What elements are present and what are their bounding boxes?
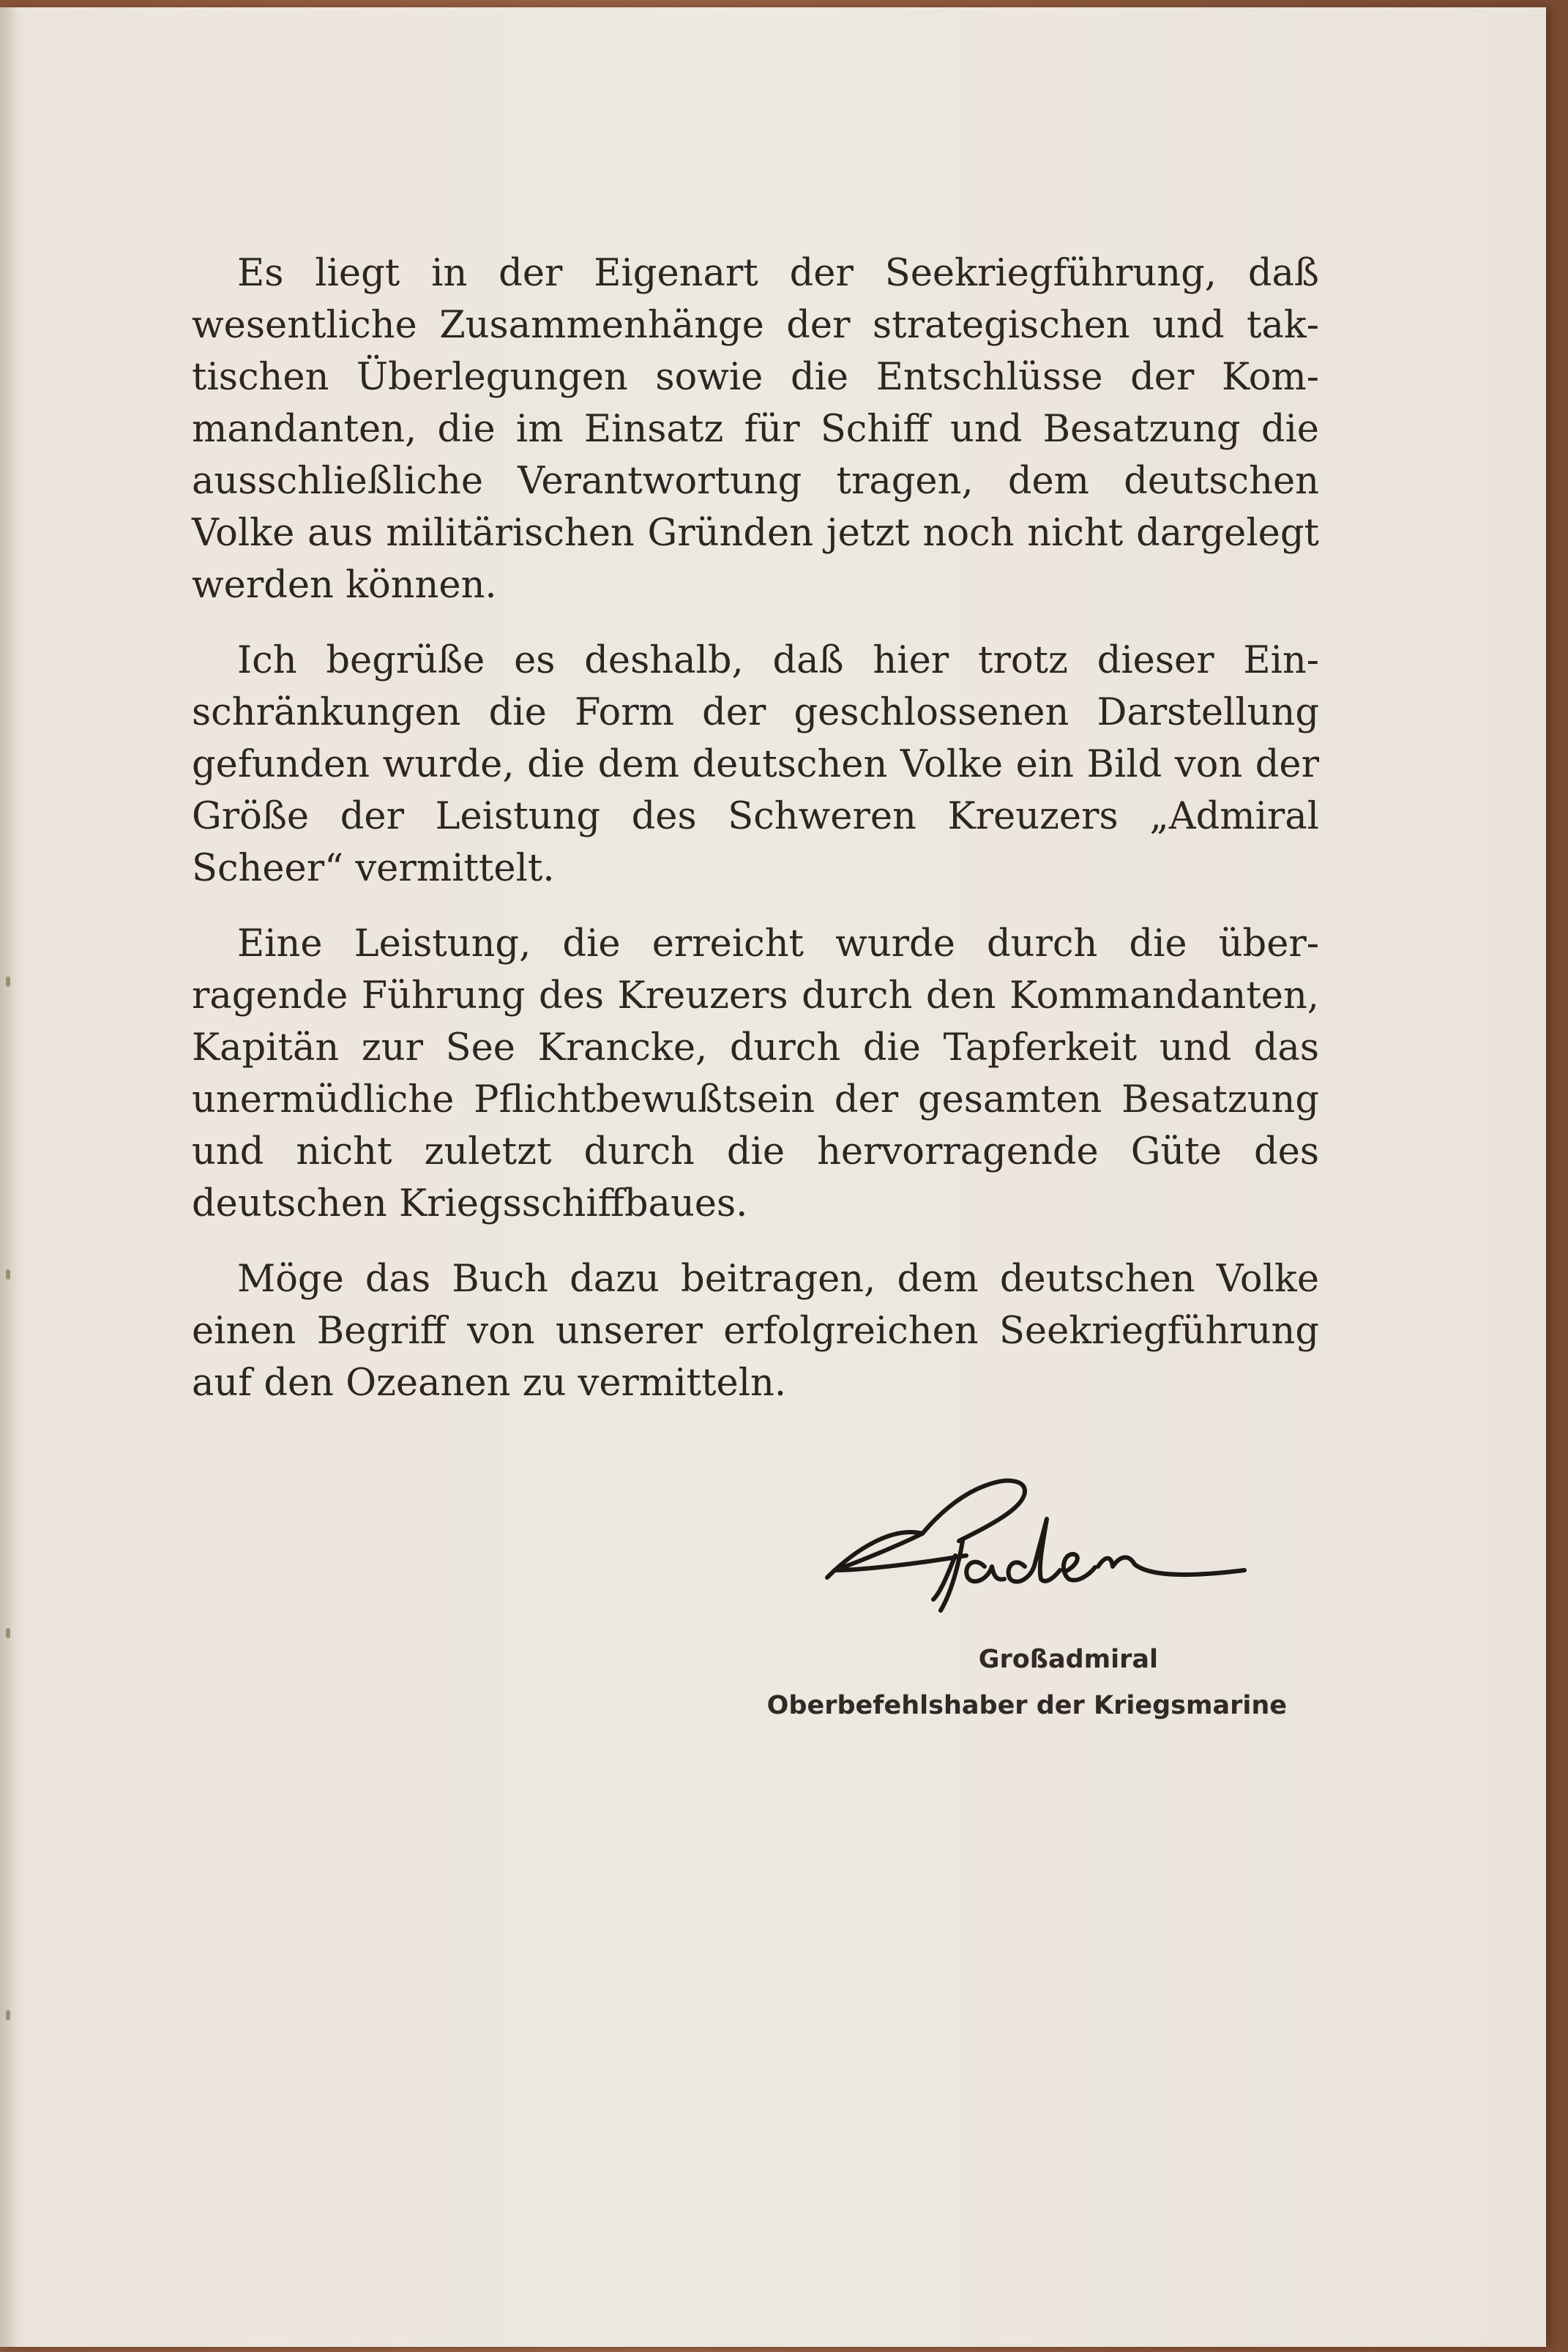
handwritten-signature	[813, 1446, 1281, 1625]
foreword-text	[192, 247, 1319, 1433]
book-page	[0, 7, 1546, 2347]
paragraph-4: Möge das Buch dazu beitragen, dem deutschen Volke einen Begriff von unserer erfolgreichen Seekriegführung auf den Ozeanen zu vermitteln.	[192, 1258, 1319, 1405]
signatory-title: Großadmiral	[978, 1645, 1158, 1674]
paragraph-2: Ich begrüße es deshalb, daß hier trotz dieser Einschränkungen die Form der geschlossenen Darstellung gefunden wurde, die dem deutschen Volke ein Bild von der Größe der Leistung des Schweren Kreuzers „Admiral Scheer“ vermittelt.	[192, 639, 1319, 890]
binding-stitch	[6, 2010, 10, 2020]
signatory-role: Oberbefehlshaber der Kriegsmarine	[766, 1691, 1287, 1720]
paragraph-3: Eine Leistung, die erreicht wurde durch die überragende Führung des Kreuzers durch den Kommandanten, Kapitän zur See Krancke, durch die Tapferkeit und das unermüdliche Pflichtbewußtsein der gesamten Besatzung und nicht zuletzt durch die hervorragende Güte des deutschen Kriegsschiffbaues.	[192, 922, 1319, 1225]
paragraph-1: Es liegt in der Eigenart der Seekriegführung, daß wesentliche Zusammenhänge der strategischen und taktischen Überlegungen sowie die Entschlüsse der Kommandanten, die im Einsatz für Schiff und Besatzung die ausschließliche Verantwortung tragen, dem deutschen Volke aus militärischen Gründen jetzt noch nicht dargelegt werden können.	[192, 252, 1319, 607]
binding-stitch	[6, 1628, 10, 1638]
binding-stitch	[6, 977, 10, 987]
binding-stitch	[6, 1269, 10, 1280]
